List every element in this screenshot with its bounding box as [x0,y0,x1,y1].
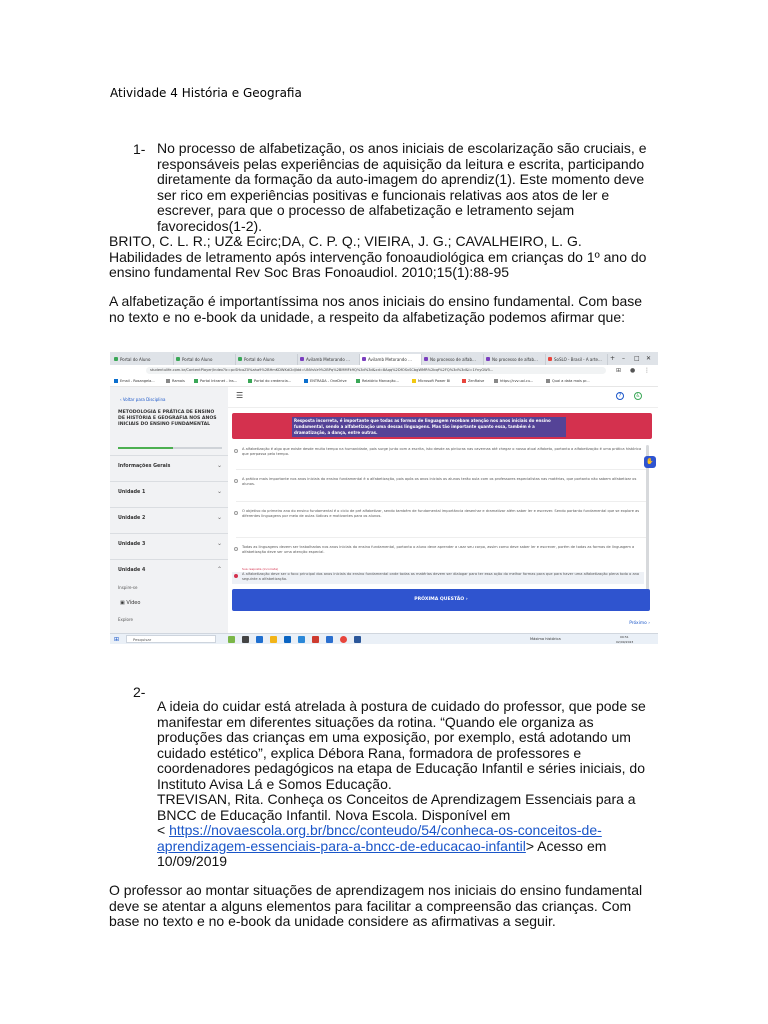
tab-favicon [548,357,552,361]
bookmark-label: https://cvv.uol.cu... [500,379,534,383]
question-1-line: favorecidos(1-2). [157,217,263,234]
tab-favicon [114,357,118,361]
option-text: A alfabetização é algo que existe desde muito tempo na humanidade, pois surge junto com a escrita, isto desde as pinturas nas cavernas até chegar o nosso atual alfabeto, portanto a alfabetização é uma prática histórica que perpassa pelo tempo. [242,447,642,456]
edge-icon[interactable] [298,636,305,643]
bookmark-icon [304,379,308,383]
bookmark-icon [462,379,466,383]
sidebar-item-label: Unidade 3 [118,542,146,547]
prompt-line: deve se atentar a alguns elementos para facilitar a compreensão das crianças. Com [109,897,632,914]
browser-tab[interactable] [484,354,546,365]
question-2-prompt [109,883,659,930]
windows-start-icon[interactable]: ⊞ [114,636,120,643]
chevron-down-icon: ⌄ [216,540,222,547]
bookmark-label: Relatório Marcação... [362,379,399,383]
course-progress-bar [118,447,222,449]
browser-tab[interactable] [112,354,174,365]
accessibility-icon[interactable]: ♿ [635,393,641,399]
landscape-icon [228,636,235,643]
question-1-reference [109,234,659,281]
sidebar-item-unidade-3[interactable] [110,533,228,557]
prompt-line: A alfabetização é importantíssima nos anos iniciais do ensino fundamental. Com base [109,293,643,309]
extensions-icon[interactable]: ⊞ [616,367,622,374]
course-title: METODOLOGIA E PRÁTICA DE ENSINO DE HISTÓRIA E GEOGRAFIA NOS ANOS INICIAIS DO ENSINO FUNDAMENTAL [118,410,217,427]
question-1-line: ser rico em experiências positivas e funcionais relativas aos atos de ler e [157,186,610,203]
maximize-icon[interactable]: □ [634,355,640,362]
section-explore: Explore [118,617,134,622]
sidebar-item-label: Informações Gerais [118,464,171,469]
bookmark[interactable] [494,376,533,386]
question-2-line: A ideia do cuidar está atrelada à postura de cuidado do professor, que pode se [157,698,646,714]
course-progress-fill [118,447,173,449]
app-icon[interactable] [256,636,263,643]
back-link-label: Voltar para Disciplina [122,397,166,402]
radio-button[interactable] [234,479,238,483]
bookmark[interactable] [194,376,237,386]
document-heading: Atividade 4 História e Geografia [110,86,302,100]
browser-tab[interactable] [298,354,360,365]
section-inspire: Inspire-se [118,585,138,590]
link-suffix: > Acesso em [525,837,607,854]
answer-option[interactable] [232,545,644,555]
reference-line: Habilidades de letramento após intervenção fonoaudiológica em crianças do 1º ano do [109,248,647,265]
browser-tab-active[interactable] [360,354,422,365]
prompt-line: O professor ao montar situações de aprendizagem nos iniciais do ensino fundamental [109,882,643,898]
bookmark-label: Portal Intranet - Ins... [200,379,238,383]
profile-icon[interactable]: ● [630,367,636,374]
prompt-line: no texto e no e-book da unidade, a respeito da alfabetização podemos afirmar que: [109,308,626,325]
tab-favicon [300,357,304,361]
source-link[interactable]: https://novaescola.org.br/bncc/conteudo/54/conheca-os-conceitos-de- [169,822,602,838]
url-field[interactable]: studentulife.com.br/ContentPlayer/Index?lc=pcSHcoZ0%aha9%2BHmKDWKdi2dJldd=UNVsVz9%2BPq%2BMMFk9Q%3d%3d&cd=8Aqq%2DfOSvSCbgWMR%2bqf%2FQ%3d%3d&l=1YnyGW5... [146,367,606,374]
tab-label: Avilamb Metorando ... [306,357,350,362]
sidebar-item-label: Unidade 1 [118,490,146,495]
prompt-line: base no texto e no e-book da unidade considere as afirmativas a seguir. [109,913,556,929]
taskbar-search[interactable] [126,635,216,643]
tab-label: Portal do Aluno [182,357,213,362]
divider [236,537,646,538]
tab-label: Portal do Aluno [120,357,151,362]
bookmark[interactable] [114,376,155,386]
bookmark-icon [194,379,198,383]
question-2-line: cuidado estético”, explica Débora Rana, formadora de professores e [157,744,582,761]
question-2-line: coordenadores pedagógicos na etapa de Educação Infantil e séries iniciais, do [157,760,645,776]
link-prefix: < [157,822,170,838]
feedback-alert [232,413,652,439]
video-label: Vídeo [126,600,141,606]
option-text: A prática mais importante nos anos iniciais do ensino fundamental é a alfabetização, pois após os anos iniciais os alunos terão aula com os professores especialistas nas matérias, que portanto não sabem alfabetizar os alunos. [242,477,637,486]
minimize-icon[interactable]: – [622,355,625,362]
browser-tab-bar [110,352,658,365]
clock-date: 02/09/2023 [616,640,634,644]
word-icon[interactable] [354,636,361,643]
question-1-line: responsáveis pelas experiências de aquisição da leitura e escrita, participando [157,155,645,172]
radio-button[interactable] [234,547,238,551]
bookmark-icon [546,379,550,383]
tab-favicon [424,357,428,361]
hand-gesture-icon[interactable]: ✋ [644,456,656,468]
question-2-line: TREVISAN, Rita. Conheça os Conceitos de Aprendizagem Essenciais para a [157,791,636,807]
bookmark-icon [248,379,252,383]
question-2-number: 2- [133,684,146,700]
bookmark-label: ZenRaise [468,379,485,383]
browser-tab[interactable] [422,354,484,365]
question-2-line: Instituto Avisa Lá e Somos Educação. [157,775,392,792]
tab-favicon [238,357,242,361]
access-date: 10/09/2019 [157,853,228,869]
bookmark[interactable] [462,376,484,386]
bookmark-icon [356,379,360,383]
tab-favicon [176,357,180,361]
bookmark[interactable] [248,376,291,386]
question-2-line: manifestar em diferentes situações da rotina. “Quando ele organiza as [157,713,594,730]
selected-answer-label: Sua resposta (incorreta) [242,567,279,571]
question-2-text [157,699,662,870]
bookmark-label: Microsoft Power BI [418,379,451,383]
tab-label: Avilamb Metorando ... [368,357,412,362]
divider [236,469,646,470]
task-view-icon[interactable] [242,636,249,643]
divider [236,501,646,502]
answer-option-selected[interactable] [232,572,644,584]
option-text: A alfabetização deve ser o foco principal dos anos iniciais do ensino fundamental onde todas as matérias devem ser dialogar para ter essa ação do melhor formas para que para haver uma alfabetização plena todo o ano seguinte a alfabetização. [242,572,640,581]
help-icon[interactable]: ? [616,392,624,400]
next-question-label: PRÓXIMA QUESTÃO [414,597,465,602]
bookmark[interactable] [304,376,347,386]
chevron-up-icon: ⌃ [216,566,222,573]
clock-time: 09:51 [620,635,629,639]
sidebar-item-unidade-4[interactable] [110,559,228,583]
course-sidebar [110,387,228,633]
question-1-line: No processo de alfabetização, os anos iniciais de escolarização são cruciais, e [157,140,647,156]
answer-option[interactable] [232,477,644,487]
bookmark[interactable] [356,376,399,386]
tab-favicon [486,357,490,361]
question-1-text [157,141,657,234]
tab-label: SoSLO - Brasil - A arte... [554,357,602,362]
tab-favicon [362,357,366,361]
radio-button[interactable] [234,449,238,453]
outlook-icon[interactable] [284,636,291,643]
sidebar-item-unidade-2[interactable] [110,507,228,531]
source-link-line [157,839,662,855]
sidebar-item-video[interactable]: ▣ Vídeo [120,600,141,606]
bookmark[interactable] [166,376,185,386]
sidebar-item-informacoes-gerais[interactable] [110,455,228,479]
question-1-line: diretamente da formação da auto-imagem do aprendiz(1). Este momento deve [157,171,645,187]
app-icon[interactable] [312,636,319,643]
answer-option[interactable] [232,509,644,519]
bookmark-label: Portal do credencia... [254,379,292,383]
source-link[interactable]: aprendizagem-essenciais-para-a-bncc-de-educacao-infantil [157,837,526,854]
reference-line: BRITO, C. L. R.; UZ& Ecirc;DA, C. P. Q.; VIEIRA, J. G.; CAVALHEIRO, L. G. [109,233,582,249]
bookmark-icon [412,379,416,383]
sidebar-item-label: Unidade 4 [118,568,146,573]
radio-button[interactable] [234,511,238,515]
bookmark-label: Email - Rosangela... [120,379,155,383]
weather-status: Máxima histórica [530,637,561,641]
question-1-number: 1- [133,141,146,157]
chrome-icon[interactable] [340,636,347,643]
chevron-right-icon: › [648,621,650,626]
next-link-label: Próximo [629,621,647,626]
question-2-line: produções das crianças em uma exposição, por exemplo, está adotando um [157,729,631,745]
next-link[interactable] [629,621,650,626]
bookmark-label: ENTRADA - OneDrive [310,379,347,383]
question-1-line: escrever, para que o processo de alfabetização e letramento sejam [157,202,575,218]
sidebar-item-unidade-1[interactable] [110,481,228,505]
tab-label: No processo de alfab... [430,357,476,362]
bookmark[interactable] [546,376,590,386]
radio-button-selected[interactable] [234,574,238,578]
question-2-line: BNCC de Educação Infantil. Nova Escola. Disponível em [157,806,511,823]
close-window-icon[interactable]: ✕ [646,355,652,362]
file-explorer-icon[interactable] [270,636,277,643]
bookmark[interactable] [412,376,450,386]
reference-line: ensino fundamental Rev Soc Bras Fonoaudiol. 2010;15(1):88-95 [109,264,510,280]
bookmark-icon [494,379,498,383]
browser-tab[interactable] [546,354,608,365]
chevron-down-icon: ⌄ [216,462,222,469]
bookmark-icon [114,379,118,383]
bookmark-icon [166,379,170,383]
bookmarks-bar [110,376,658,387]
bookmark-label: Ramais [172,379,185,383]
back-to-course-link[interactable]: ‹ Voltar para Disciplina [120,397,166,402]
new-tab-icon[interactable]: + [610,355,616,362]
embedded-screenshot [110,352,658,644]
menu-toggle-icon[interactable]: ☰ [236,391,244,400]
chevron-down-icon: ⌄ [216,514,222,521]
windows-taskbar [110,633,658,644]
panel-header [228,387,658,408]
next-question-button[interactable] [232,589,650,611]
chevron-down-icon: ⌄ [216,488,222,495]
answer-option[interactable] [232,447,644,457]
option-text: Todas as linguagens devem ser trabalhadas nos anos iniciais do ensino fundamental, portanto o aluno deve aprender a usar seu corpo, assim como deve saber ler e escrever, porém de todas as formas de linguagem a alfabetização deve ser uma atenção especial. [242,545,635,554]
menu-icon[interactable]: ⋮ [644,367,650,374]
option-text: O objetivo do primeiro ano do ensino fundamental é o ciclo de pré alfabetizar, sendo também de fundamental importância desenhar e dramatizar além saber ler e escrever. Sendo portanto fundamental que se explore as diferentes linguagens por meio de aulas lúdicas e motivantes para os alunos. [242,509,640,518]
tab-label: Portal do Aluno [244,357,275,362]
sidebar-item-label: Unidade 2 [118,516,146,521]
taskbar-search-label: Pesquisar [133,637,152,642]
question-1-prompt [109,294,659,325]
tab-label: No processo de alfab... [492,357,538,362]
browser-tab[interactable] [236,354,298,365]
source-link-line [157,823,662,839]
chevron-right-icon: › [465,597,468,602]
feedback-text: Resposta incorreta, é importante que todas as formas de linguagem recebam atenção nos anos iniciais do ensino fundamental, sendo a alfabetização uma dessas linguagens. Mas tão importante quanto essa, também é a dramatização, a dança, entre outras. [292,417,566,437]
app-icon[interactable] [326,636,333,643]
browser-tab[interactable] [174,354,236,365]
bookmark-label: Qual a data mais pr... [552,379,590,383]
question-panel [228,387,658,633]
